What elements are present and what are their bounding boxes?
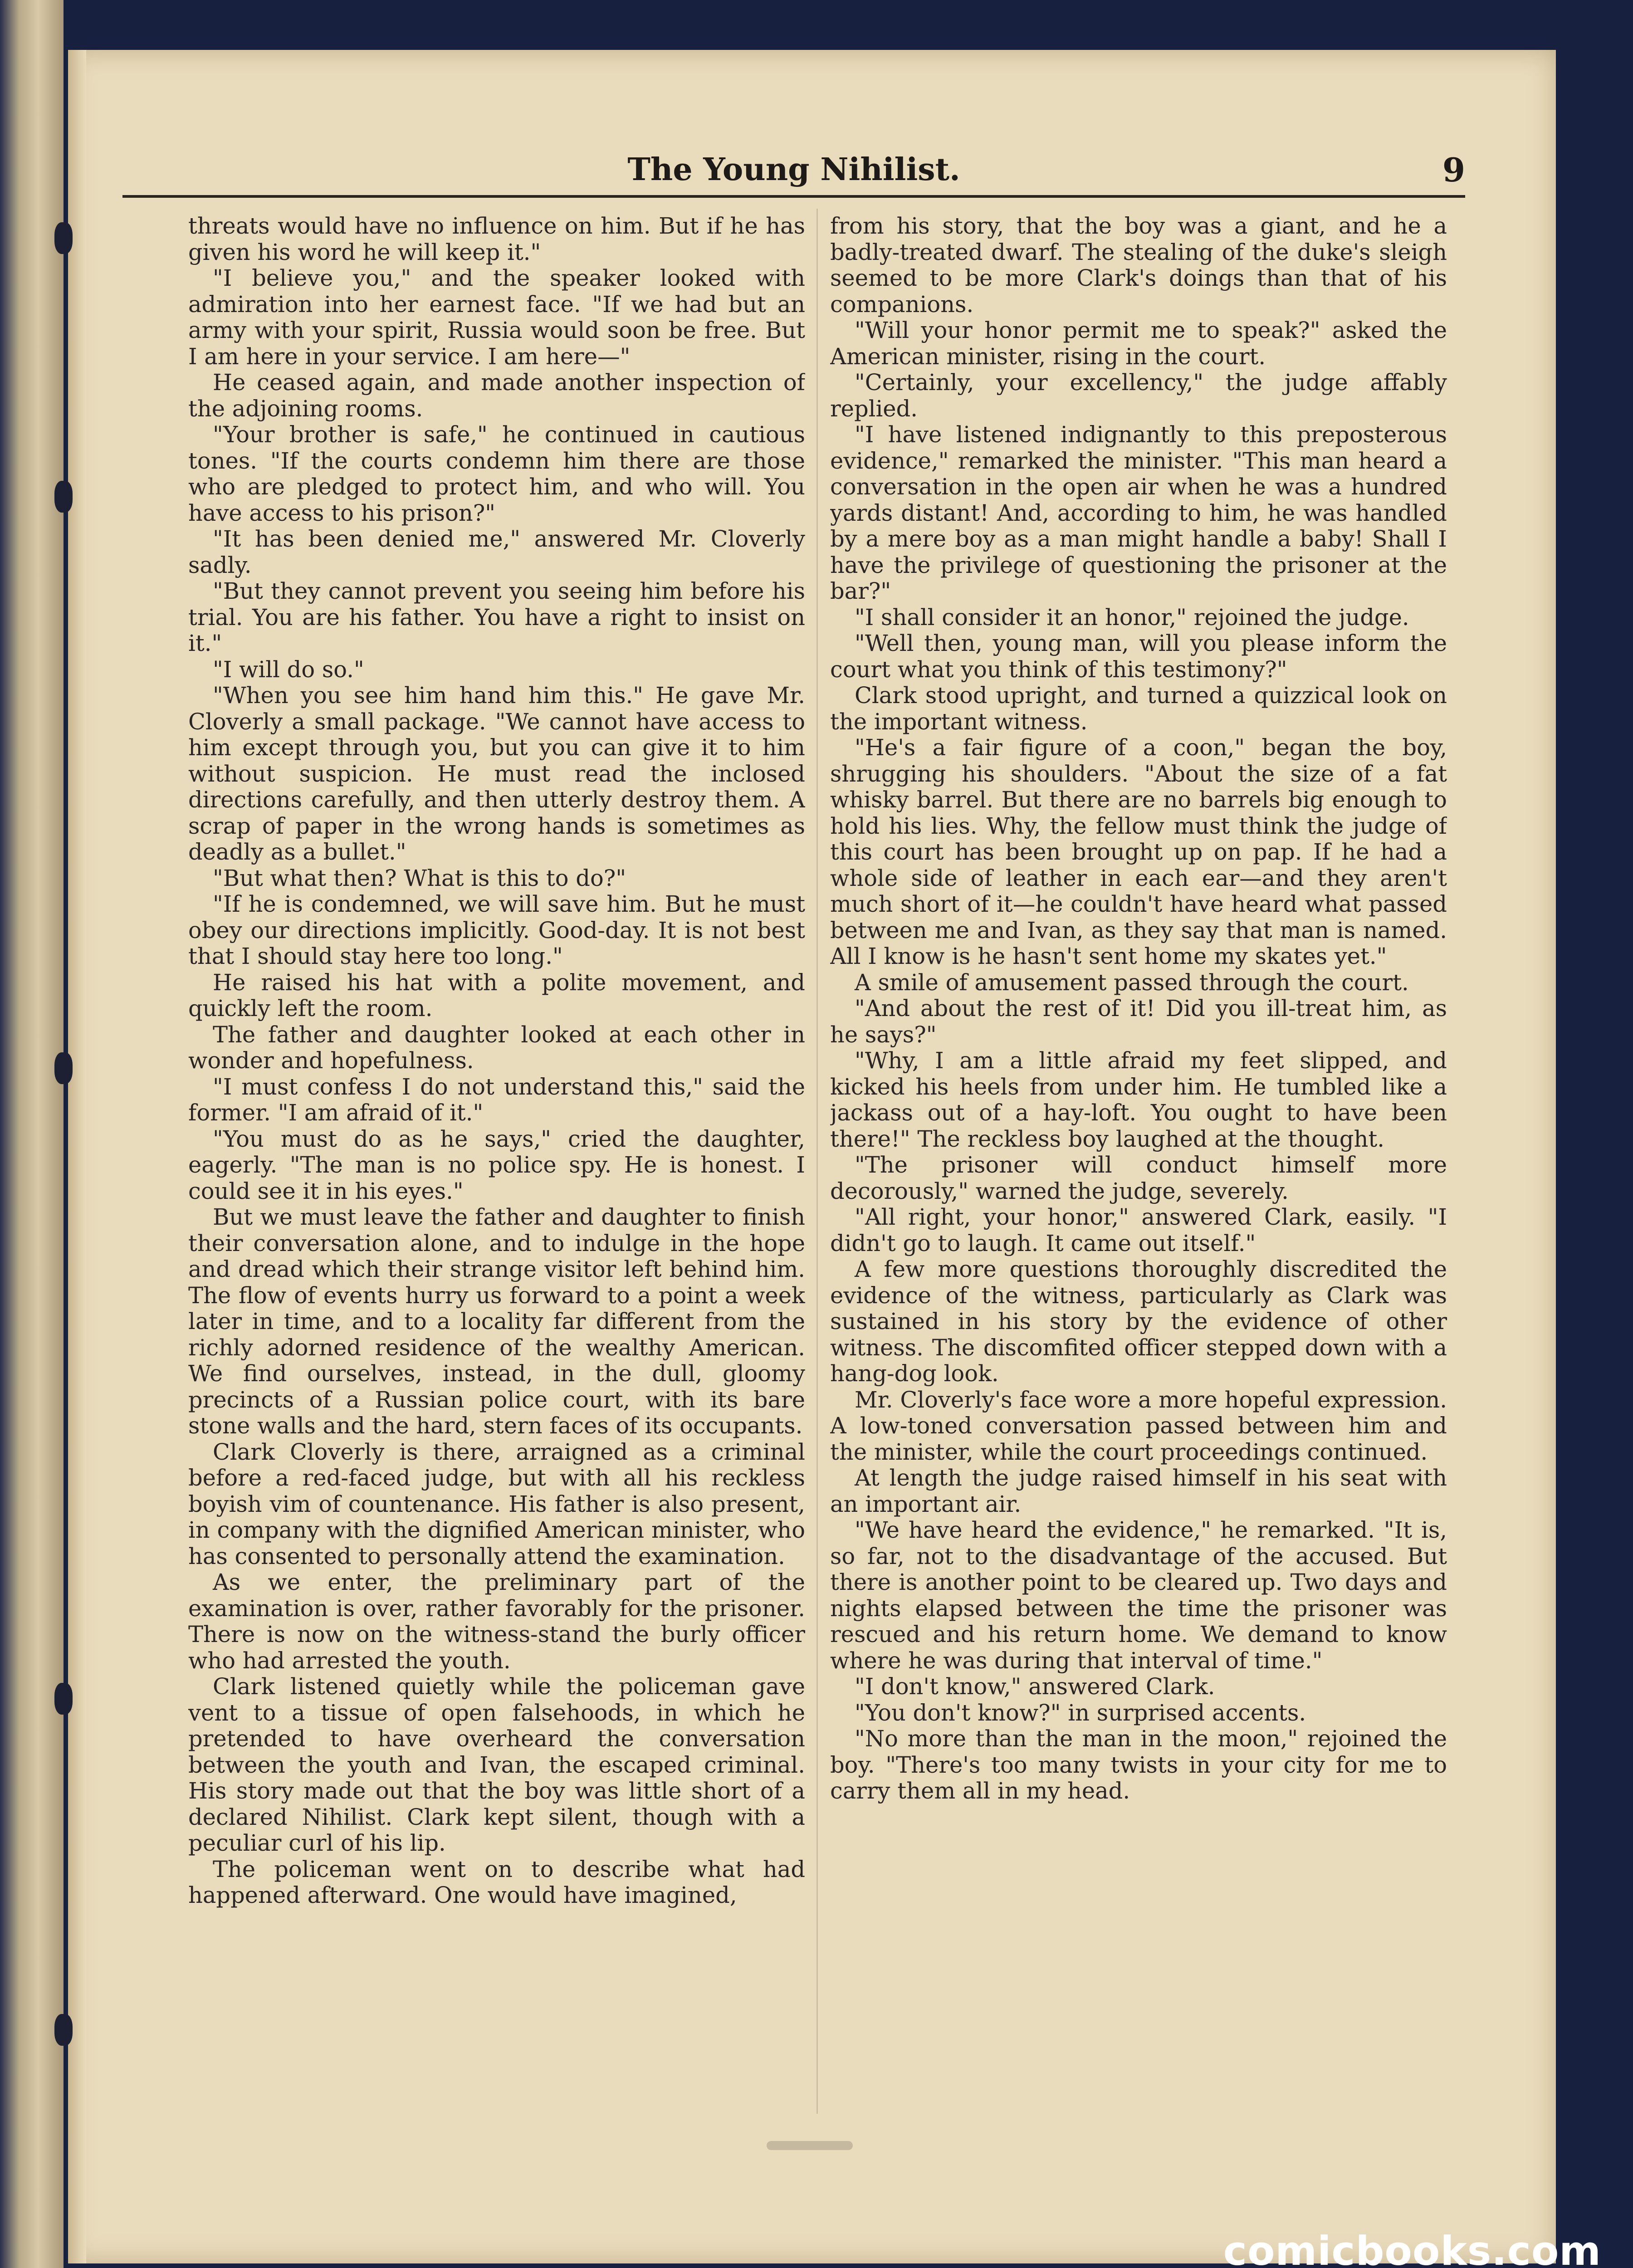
paragraph: "I must confess I do not understand this," said the former. "I am afraid of it.": [188, 1073, 805, 1126]
paragraph: Clark stood upright, and turned a quizzical look on the important witness.: [830, 682, 1447, 735]
paragraph: "I will do so.": [213, 656, 364, 683]
paragraph: "Well then, young man, will you please inform the court what you think of this testimony?": [830, 630, 1447, 683]
binding-stitch: [54, 2014, 73, 2046]
paragraph: "But they cannot prevent you seeing him before his trial. You are his father. You have a right to insist on it.": [188, 578, 805, 656]
paragraph: "Your brother is safe," he continued in cautious tones. "If the courts condemn him there are those who are pledged to protect him, and who will. You have access to his prison?": [188, 421, 805, 526]
paragraph: threats would have no influence on him. But if he has given his word he will keep it.": [188, 213, 805, 265]
paragraph: "Certainly, your excellency," the judge affably replied.: [830, 369, 1447, 422]
right-text-column: [830, 213, 1447, 2118]
paragraph: "You don't know?" in surprised accents.: [855, 1699, 1306, 1726]
paragraph: "Will your honor permit me to speak?" asked the American minister, rising in the court.: [830, 317, 1447, 370]
paragraph: A few more questions thoroughly discredited the evidence of the witness, particularly as Clark was sustained in his story by the evidence of other witness. The discomfited officer stepped down with a hang-dog look.: [830, 1256, 1447, 1387]
paragraph: At length the judge raised himself in his seat with an important air.: [830, 1465, 1447, 1517]
paragraph: "He's a fair figure of a coon," began the boy, shrugging his shoulders. "About the size of a fat whisky barrel. But there are no barrels big enough to hold his lies. Why, the fellow must think the judge of this court has been brought up on pap. If he had a whole side of leather in each ear—and they aren't much short of it—he couldn't have heard what passed between me and Ivan, as they say that man is named. All I know is he hasn't sent home my skates yet.": [830, 734, 1447, 969]
paragraph: "I don't know," answered Clark.: [855, 1673, 1215, 1700]
binding-stitch: [54, 222, 73, 254]
paragraph: "Why, I am a little afraid my feet slipped, and kicked his heels from under him. He tumbled like a jackass out of a hay-loft. You ought to have been there!" The reckless boy laughed at the thought.: [830, 1047, 1447, 1152]
binding-stitch: [54, 1052, 73, 1084]
page-edge: [68, 50, 86, 2263]
paragraph: Clark listened quietly while the policeman gave vent to a tissue of open falsehoods, in which he pretended to have overheard the conversation between the youth and Ivan, the escaped criminal. His story made out that the boy was little short of a declared Nihilist. Clark kept silent, though with a peculiar curl of his lip.: [188, 1673, 805, 1856]
paragraph: "I have listened indignantly to this preposterous evidence," remarked the minister. "This man heard a conversation in the open air when he was a hundred yards distant! And, according to him, he was handled by a mere boy as a man might handle a baby! Shall I have the privilege of questioning the prisoner at the bar?": [830, 421, 1447, 604]
watermark: comicbooks.com: [1223, 2228, 1601, 2268]
paragraph: He raised his hat with a polite movement, and quickly left the room.: [188, 969, 805, 1022]
paragraph: "We have heard the evidence," he remarked. "It is, so far, not to the disadvantage of the accused. But there is another point to be cleared up. Two days and nights elapsed between the time the prisoner was rescued and his return home. We demand to know where he was during that interval of time.": [830, 1517, 1447, 1674]
paragraph: "It has been denied me," answered Mr. Cloverly sadly.: [188, 526, 805, 578]
paragraph: A smile of amusement passed through the court.: [855, 969, 1409, 996]
paragraph: "All right, your honor," answered Clark, easily. "I didn't go to laugh. It came out itself.": [830, 1204, 1447, 1256]
paragraph: "No more than the man in the moon," rejoined the boy. "There's too many twists in your city for me to carry them all in my head.: [830, 1725, 1447, 1804]
paragraph: "But what then? What is this to do?": [213, 865, 626, 891]
paragraph: "If he is condemned, we will save him. But he must obey our directions implicitly. Good-day. It is not best that I should stay here too long.": [188, 891, 805, 969]
running-title: The Young Nihilist.: [627, 152, 960, 188]
binding-stitch: [54, 1683, 73, 1715]
paragraph: "I believe you," and the speaker looked with admiration into her earnest face. "If we had but an army with your spirit, Russia would soon be free. But I am here in your service. I am here—": [188, 265, 805, 370]
paragraph: "And about the rest of it! Did you ill-treat him, as he says?": [830, 995, 1447, 1048]
paragraph: from his story, that the boy was a giant, and he a badly-treated dwarf. The stealing of the duke's sleigh seemed to be more Clark's doings than that of his companions.: [830, 213, 1447, 318]
page-number: 9: [1442, 151, 1465, 189]
paragraph: As we enter, the preliminary part of the examination is over, rather favorably for the prisoner. There is now on the witness-stand the burly officer who had arrested the youth.: [188, 1569, 805, 1674]
paragraph: Clark Cloverly is there, arraigned as a criminal before a red-faced judge, but with all his reckless boyish vim of countenance. His father is also present, in company with the dignified American minister, who has consented to personally attend the examination.: [188, 1438, 805, 1569]
binding-gutter: [0, 0, 64, 2268]
paragraph: But we must leave the father and daughter to finish their conversation alone, and to indulge in the hope and dread which their strange visitor left behind him. The flow of events hurry us forward to a point a week later in time, and to a locality far different from the richly adorned residence of the wealthy American. We find ourselves, instead, in the dull, gloomy precincts of a Russian police court, with its bare stone walls and the hard, stern faces of its occupants.: [188, 1204, 805, 1439]
running-header: [122, 145, 1465, 198]
paragraph: The policeman went on to describe what had happened afterward. One would have imagined,: [188, 1856, 805, 1908]
paragraph: "When you see him hand him this." He gave Mr. Cloverly a small package. "We cannot have access to him except through you, but you can give it to him without suspicion. He must read the inclosed directions carefully, and then utterly destroy them. A scrap of paper in the wrong hands is sometimes as deadly as a bullet.": [188, 682, 805, 865]
paragraph: The father and daughter looked at each other in wonder and hopefulness.: [188, 1021, 805, 1074]
paragraph: He ceased again, and made another inspection of the adjoining rooms.: [188, 369, 805, 422]
left-text-column: [188, 213, 805, 2118]
paragraph: "The prisoner will conduct himself more decorously," warned the judge, severely.: [830, 1152, 1447, 1204]
paragraph: "You must do as he says," cried the daughter, eagerly. "The man is no police spy. He is honest. I could see it in his eyes.": [188, 1125, 805, 1204]
paragraph: "I shall consider it an honor," rejoined the judge.: [855, 604, 1409, 631]
ink-smudge: [767, 2141, 853, 2150]
paragraph: Mr. Cloverly's face wore a more hopeful expression. A low-toned conversation passed between him and the minister, while the court proceedings continued.: [830, 1386, 1447, 1465]
binding-stitch: [54, 481, 73, 513]
column-divider: [816, 209, 818, 2114]
